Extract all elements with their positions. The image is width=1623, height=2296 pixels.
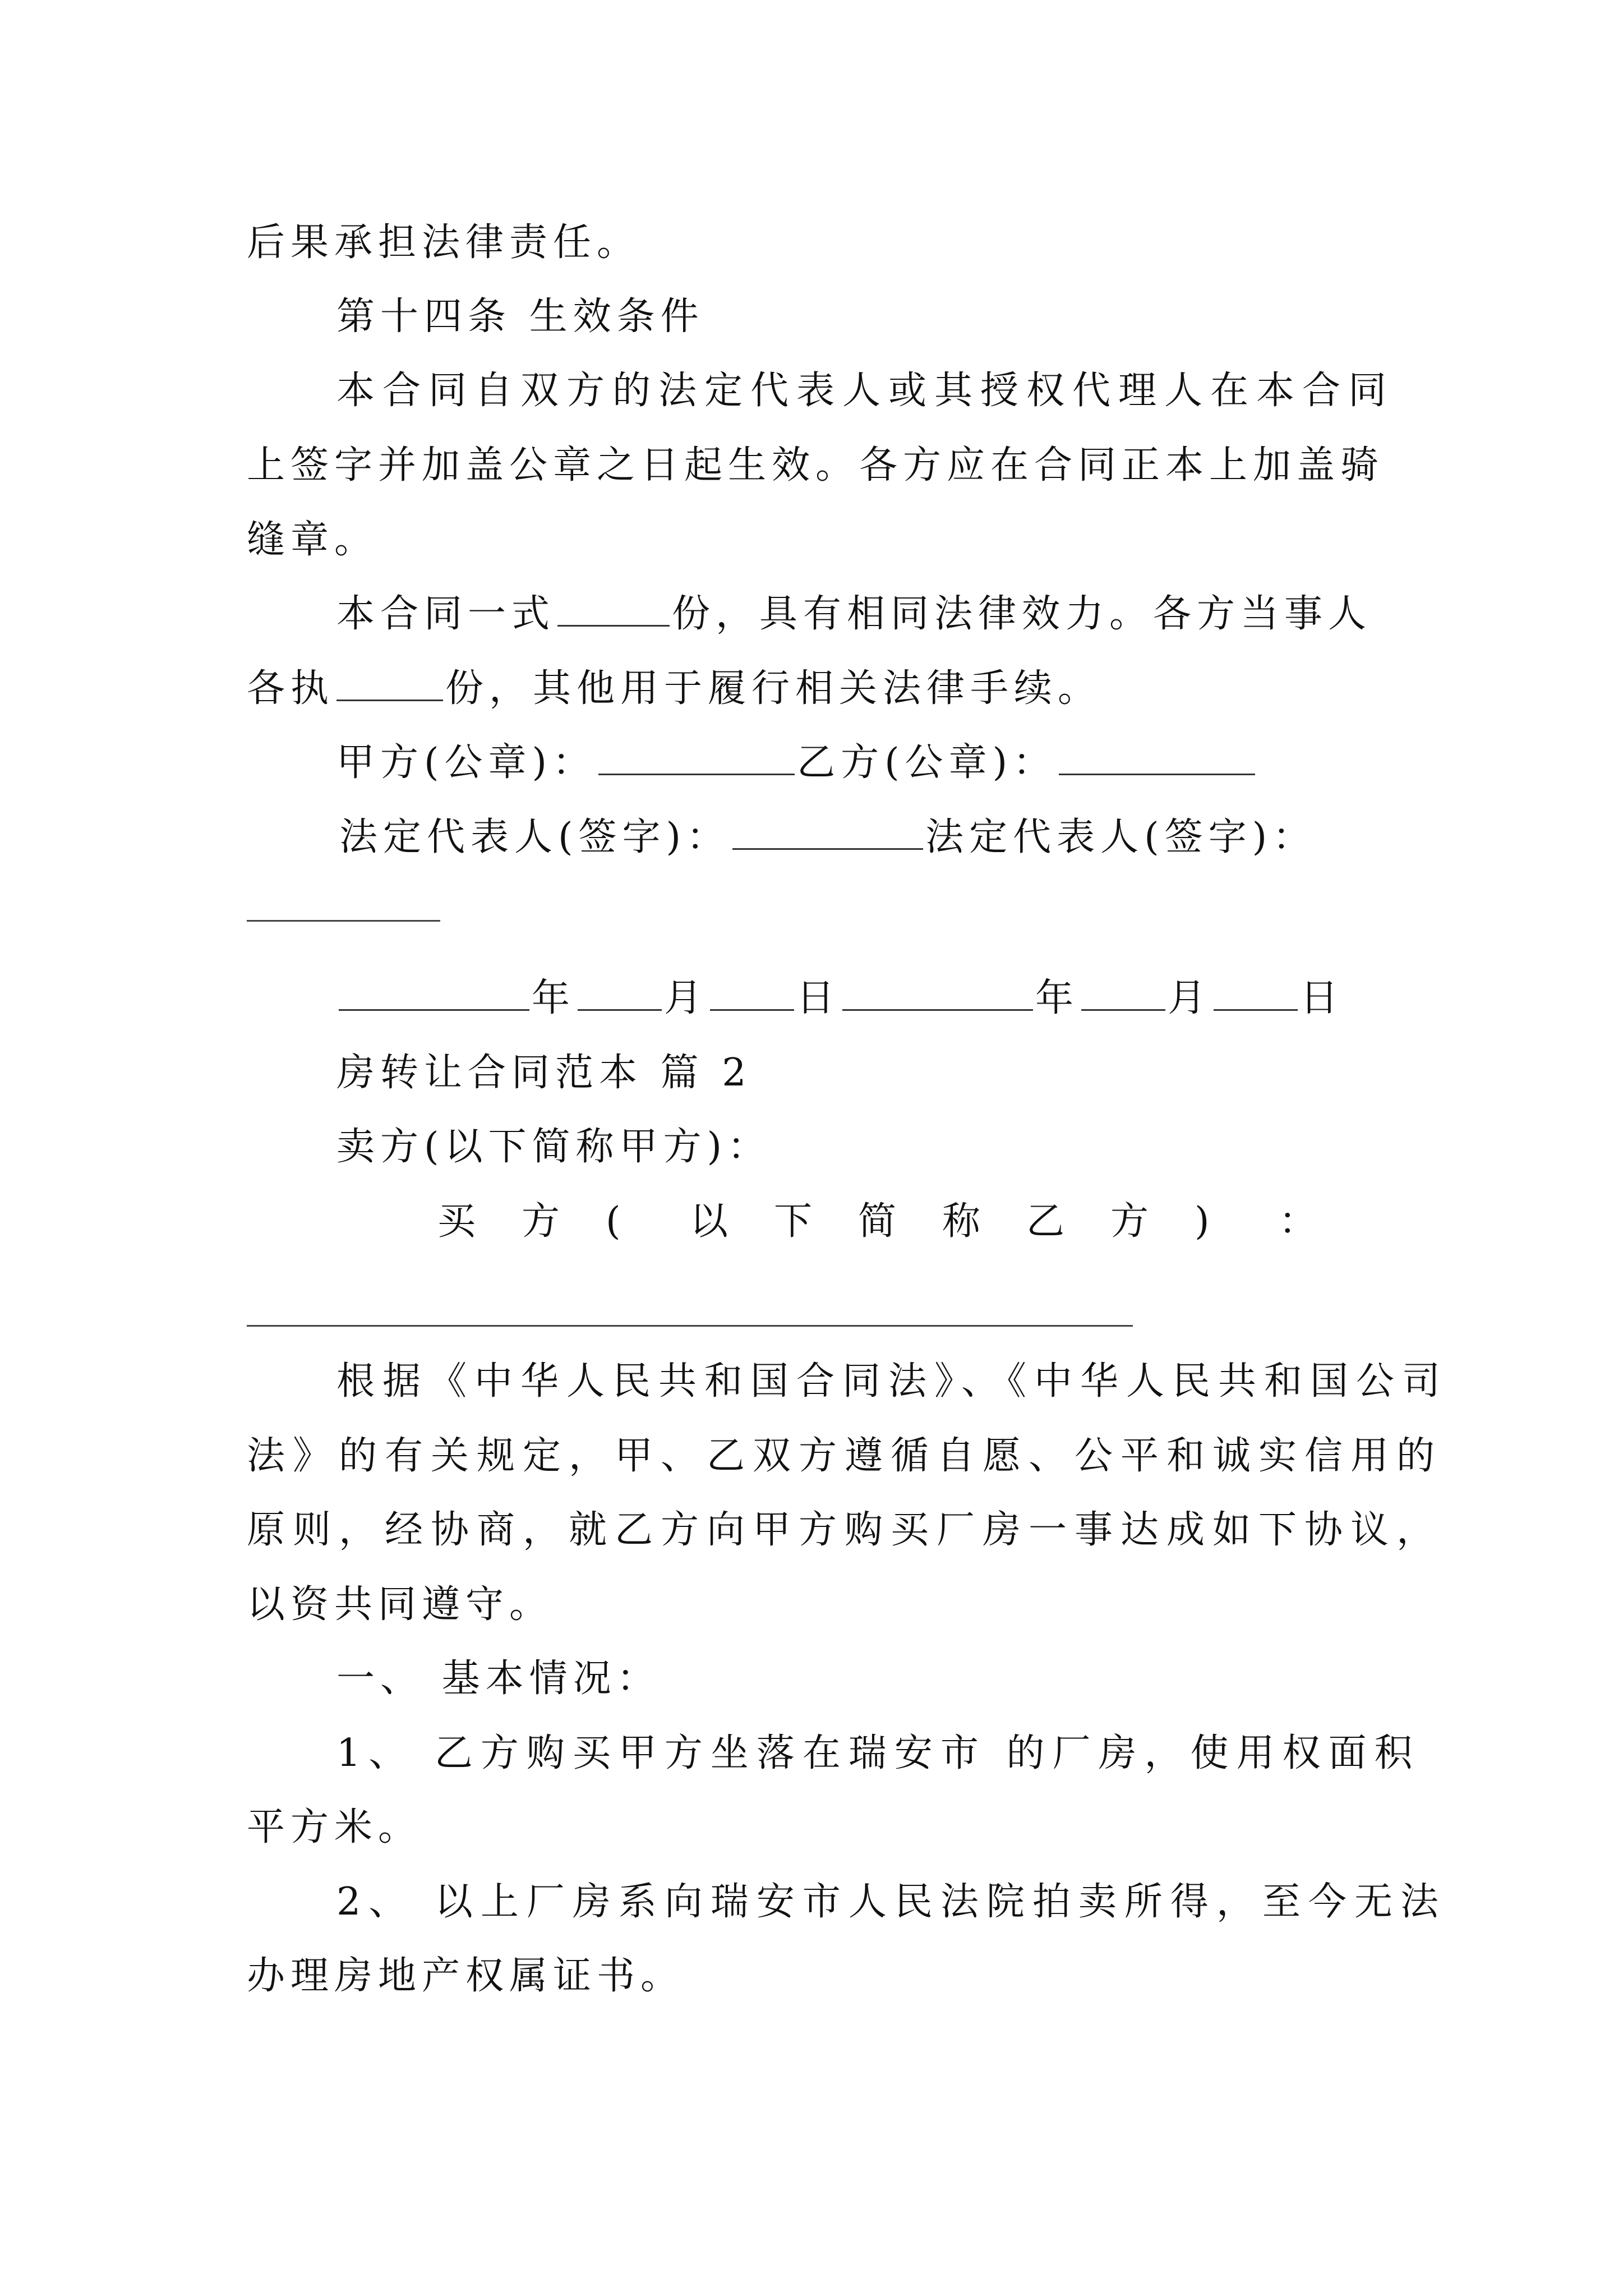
- text-line: 2、 以上厂房系向瑞安市人民法院拍卖所得，至今无法: [336, 1880, 1446, 1924]
- text-line: 上签字并加盖公章之日起生效。各方应在合同正本上加盖骑: [247, 443, 1385, 487]
- text-line: 各执 份，其他用于履行相关法律手续。: [247, 664, 1623, 714]
- section-heading: 第十四条 生效条件: [336, 295, 704, 339]
- date-line: 年 月 日 年 月 日: [336, 973, 1623, 1024]
- day-blank[interactable]: [710, 974, 794, 1011]
- text-line: 法》的有关规定，甲、乙双方遵循自愿、公平和诚实信用的: [247, 1434, 1443, 1478]
- blank-copies-each[interactable]: [336, 665, 443, 701]
- day-blank[interactable]: [1214, 974, 1298, 1011]
- blank-copies-total[interactable]: [557, 590, 670, 627]
- month-blank[interactable]: [578, 974, 662, 1011]
- text-line: 本合同一式 份，具有相同法律效力。各方当事人: [336, 589, 1623, 639]
- buyer-name-blank[interactable]: [247, 1325, 1133, 1327]
- text-line: 平方米。: [247, 1805, 422, 1849]
- party-a-seal-blank[interactable]: [598, 739, 795, 775]
- text-line: 以资共同遵守。: [247, 1582, 554, 1627]
- party-b-seal-blank[interactable]: [1059, 739, 1255, 775]
- section-title: 房转让合同范本 篇 2: [336, 1051, 752, 1095]
- text-line: 原则，经协商，就乙方向甲方购买厂房一事达成如下协议，: [247, 1508, 1443, 1552]
- text-line: 本合同自双方的法定代表人或其授权代理人在本合同: [336, 369, 1395, 413]
- clause-heading: 一、 基本情况：: [336, 1657, 661, 1701]
- text-line: 缝章。: [247, 518, 379, 562]
- text-line: 后果承担法律责任。: [247, 220, 641, 265]
- text-line: 办理房地产权属证书。: [247, 1954, 685, 1998]
- signature-line: 甲方(公章)： 乙方(公章)：: [336, 738, 1623, 788]
- month-blank[interactable]: [1081, 974, 1165, 1011]
- year-blank[interactable]: [339, 974, 529, 1011]
- signature-line: 法定代表人(签字)： 法定代表人(签字)：: [339, 812, 1623, 863]
- seller-label: 卖方(以下简称甲方)：: [336, 1125, 772, 1169]
- year-blank[interactable]: [842, 974, 1033, 1011]
- party-a-rep-blank[interactable]: [732, 813, 923, 850]
- text-line: 1、 乙方购买甲方坐落在瑞安市 的厂房，使用权面积: [336, 1731, 1421, 1775]
- buyer-label: 买 方 ( 以 下 简 称 乙 方 ) ：: [437, 1199, 1317, 1244]
- text-line: 根据《中华人民共和国合同法》、《中华人民共和国公司: [336, 1359, 1449, 1404]
- party-b-rep-blank[interactable]: [247, 920, 440, 922]
